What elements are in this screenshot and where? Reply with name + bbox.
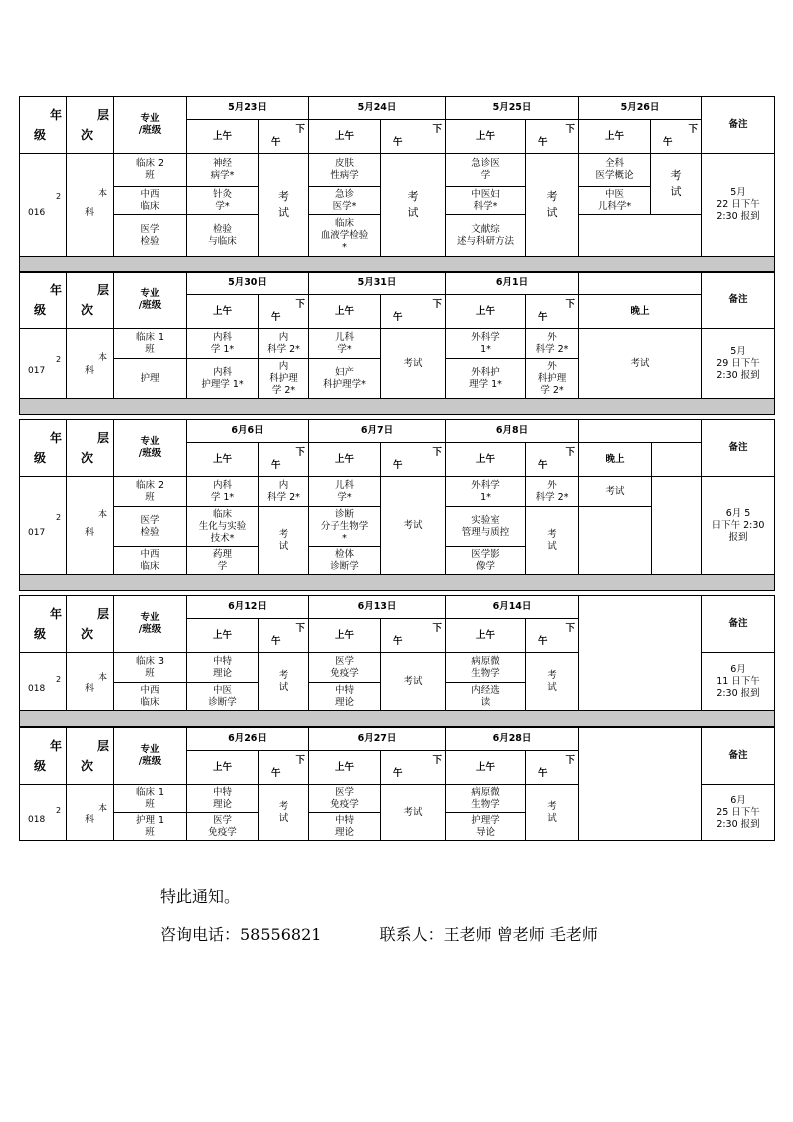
grade-header: 年 级 (20, 272, 67, 329)
remarks-cell: 6月 5 日下午 2:30 报到 (702, 477, 775, 575)
course-cell: 药理 学 (187, 547, 259, 575)
course-cell: 内科 学 1* (187, 477, 259, 507)
empty-cell (579, 596, 702, 711)
grade-cell: 2 017 (20, 477, 67, 575)
remarks-header: 备注 (702, 97, 775, 154)
level-cell: 本 科 (67, 785, 114, 841)
grade-header: 年 级 (20, 728, 67, 785)
empty-cell (579, 420, 702, 443)
exam-cell: 考 试 (526, 154, 579, 257)
course-cell: 诊断 分子生物学 * (309, 507, 381, 547)
level-header: 层 次 (67, 97, 114, 154)
exam-cell: 考试 (381, 653, 446, 711)
separator-row (20, 711, 775, 727)
course-cell: 临床 生化与实验 技术* (187, 507, 259, 547)
course-cell: 中医 诊断学 (187, 683, 259, 711)
am-header: 上午 (309, 443, 381, 477)
date-header: 6月26日 (187, 728, 309, 751)
exam-cell: 考试 (579, 329, 702, 399)
course-cell: 儿科 学* (309, 329, 381, 359)
course-cell: 急诊医 学 (446, 154, 526, 187)
course-cell: 医学 免疫学 (309, 653, 381, 683)
level-cell: 本 科 (67, 653, 114, 711)
course-cell: 医学影 像学 (446, 547, 526, 575)
course-cell: 儿科 学* (309, 477, 381, 507)
am-header: 上午 (187, 120, 259, 154)
date-header: 5月26日 (579, 97, 702, 120)
pm-header: 下 午 (259, 751, 309, 785)
course-cell: 医学 免疫学 (309, 785, 381, 813)
course-cell: 针灸 学* (187, 187, 259, 215)
course-cell: 中特 理论 (187, 785, 259, 813)
pm-header: 下 午 (526, 295, 579, 329)
course-cell: 外 科学 2* (526, 477, 579, 507)
course-cell: 外 科学 2* (526, 329, 579, 359)
course-cell: 病原微 生物学 (446, 653, 526, 683)
pm-header: 下 午 (259, 295, 309, 329)
course-cell: 临床 血液学检验 * (309, 215, 381, 257)
date-header: 6月13日 (309, 596, 446, 619)
course-cell: 医学 免疫学 (187, 813, 259, 841)
major-header: 专业 /班级 (114, 420, 187, 477)
exam-cell: 考 试 (651, 154, 702, 215)
major-cell: 医学 检验 (114, 507, 187, 547)
exam-cell: 考 试 (526, 507, 579, 575)
major-cell: 中西 临床 (114, 187, 187, 215)
level-cell: 本 科 (67, 477, 114, 575)
contact-line (160, 922, 598, 945)
course-cell: 中医妇 科学* (446, 187, 526, 215)
empty-cell (579, 272, 702, 295)
schedule-block-1 (19, 96, 775, 273)
course-cell: 内 科护理 学 2* (259, 359, 309, 399)
course-cell: 外科学 1* (446, 329, 526, 359)
am-header: 上午 (187, 751, 259, 785)
grade-cell: 2 017 (20, 329, 67, 399)
remarks-cell: 5月 29 日下午 2:30 报到 (702, 329, 775, 399)
remarks-header: 备注 (702, 728, 775, 785)
major-cell: 临床 2 班 (114, 477, 187, 507)
pm-header: 下 午 (526, 120, 579, 154)
level-header: 层 次 (67, 420, 114, 477)
remarks-header: 备注 (702, 420, 775, 477)
pm-header: 下 午 (381, 751, 446, 785)
level-header: 层 次 (67, 728, 114, 785)
grade-header: 年 级 (20, 420, 67, 477)
major-header: 专业 /班级 (114, 272, 187, 329)
empty-cell (579, 728, 702, 841)
course-cell: 外科护 理学 1* (446, 359, 526, 399)
grade-header: 年 级 (20, 596, 67, 653)
date-header: 6月14日 (446, 596, 579, 619)
exam-cell: 考 试 (259, 653, 309, 711)
course-cell: 病原微 生物学 (446, 785, 526, 813)
grade-cell: 2 016 (20, 154, 67, 257)
evening-header: 晚上 (579, 295, 702, 329)
level-header: 层 次 (67, 272, 114, 329)
empty-cell (652, 477, 702, 575)
remarks-header: 备注 (702, 272, 775, 329)
am-header: 上午 (309, 751, 381, 785)
pm-header: 下 午 (259, 443, 309, 477)
pm-header: 下 午 (259, 120, 309, 154)
pm-header: 下 午 (526, 751, 579, 785)
separator-row (20, 575, 775, 591)
am-header: 上午 (309, 120, 381, 154)
remarks-cell: 6月 11 日下午 2:30 报到 (702, 653, 775, 711)
grade-cell: 2 018 (20, 785, 67, 841)
course-cell: 全科 医学概论 (579, 154, 651, 187)
exam-cell: 考 试 (526, 785, 579, 841)
empty-cell (579, 507, 652, 575)
exam-cell: 考试 (381, 477, 446, 575)
major-header: 专业 /班级 (114, 596, 187, 653)
pm-header: 下 午 (651, 120, 702, 154)
major-cell: 临床 2 班 (114, 154, 187, 187)
schedule-block-4 (19, 595, 775, 727)
date-header: 6月12日 (187, 596, 309, 619)
level-cell: 本 科 (67, 154, 114, 257)
am-header: 上午 (309, 619, 381, 653)
pm-header: 下 午 (381, 295, 446, 329)
course-cell: 实验室 管理与质控 (446, 507, 526, 547)
evening-header: 晚上 (579, 443, 652, 477)
course-cell: 中特 理论 (309, 683, 381, 711)
pm-header: 下 午 (381, 619, 446, 653)
remarks-cell: 5月 22 日下午 2:30 报到 (702, 154, 775, 257)
course-cell: 中特 理论 (309, 813, 381, 841)
remarks-cell: 6月 25 日下午 2:30 报到 (702, 785, 775, 841)
major-cell: 中西 临床 (114, 683, 187, 711)
course-cell: 妇产 科护理学* (309, 359, 381, 399)
date-header: 6月8日 (446, 420, 579, 443)
major-cell: 临床 1 班 (114, 329, 187, 359)
course-cell: 内经选 读 (446, 683, 526, 711)
pm-header: 下 午 (381, 443, 446, 477)
major-cell: 临床 1 班 (114, 785, 187, 813)
course-cell: 护理学 导论 (446, 813, 526, 841)
exam-cell: 考 试 (259, 507, 309, 575)
exam-cell: 考试 (381, 785, 446, 841)
am-header: 上午 (446, 120, 526, 154)
course-cell: 外科学 1* (446, 477, 526, 507)
exam-cell: 考试 (579, 477, 652, 507)
am-header: 上午 (446, 295, 526, 329)
pm-header: 下 午 (381, 120, 446, 154)
date-header: 5月31日 (309, 272, 446, 295)
date-header: 6月1日 (446, 272, 579, 295)
exam-cell: 考试 (381, 329, 446, 399)
major-cell: 医学 检验 (114, 215, 187, 257)
major-header: 专业 /班级 (114, 728, 187, 785)
course-cell: 神经 病学* (187, 154, 259, 187)
course-cell: 文献综 述与科研方法 (446, 215, 526, 257)
contact-label: 联系人：王老师 曾老师 毛老师 (379, 925, 598, 944)
exam-cell: 考 试 (526, 653, 579, 711)
schedule-block-3 (19, 419, 775, 591)
course-cell: 中医 儿科学* (579, 187, 651, 215)
major-cell: 中西 临床 (114, 547, 187, 575)
date-header: 5月24日 (309, 97, 446, 120)
course-cell: 检验 与临床 (187, 215, 259, 257)
grade-header: 年 级 (20, 97, 67, 154)
date-header: 6月6日 (187, 420, 309, 443)
am-header: 上午 (187, 443, 259, 477)
course-cell: 检体 诊断学 (309, 547, 381, 575)
am-header: 上午 (187, 619, 259, 653)
course-cell: 内 科学 2* (259, 477, 309, 507)
separator-row (20, 399, 775, 415)
major-header: 专业 /班级 (114, 97, 187, 154)
pm-header: 下 午 (526, 443, 579, 477)
course-cell: 急诊 医学* (309, 187, 381, 215)
exam-cell: 考 试 (259, 785, 309, 841)
date-header: 5月25日 (446, 97, 579, 120)
exam-cell: 考 试 (259, 154, 309, 257)
schedule-block-2 (19, 271, 775, 415)
major-cell: 护理 1 班 (114, 813, 187, 841)
remarks-header: 备注 (702, 596, 775, 653)
empty-cell (579, 215, 702, 257)
phone-label: 咨询电话：58556821 (160, 925, 322, 944)
am-header: 上午 (579, 120, 651, 154)
major-cell: 护理 (114, 359, 187, 399)
date-header: 6月7日 (309, 420, 446, 443)
course-cell: 外 科护理 学 2* (526, 359, 579, 399)
grade-cell: 2 018 (20, 653, 67, 711)
pm-header: 下 午 (526, 619, 579, 653)
date-header: 5月30日 (187, 272, 309, 295)
empty-cell (652, 443, 702, 477)
am-header: 上午 (309, 295, 381, 329)
level-cell: 本 科 (67, 329, 114, 399)
course-cell: 皮肤 性病学 (309, 154, 381, 187)
notice-text: 特此通知。 (160, 887, 241, 906)
am-header: 上午 (187, 295, 259, 329)
major-cell: 临床 3 班 (114, 653, 187, 683)
date-header: 6月28日 (446, 728, 579, 751)
am-header: 上午 (446, 751, 526, 785)
course-cell: 内 科学 2* (259, 329, 309, 359)
am-header: 上午 (446, 443, 526, 477)
course-cell: 中特 理论 (187, 653, 259, 683)
date-header: 6月27日 (309, 728, 446, 751)
date-header: 5月23日 (187, 97, 309, 120)
pm-header: 下 午 (259, 619, 309, 653)
course-cell: 内科 学 1* (187, 329, 259, 359)
am-header: 上午 (446, 619, 526, 653)
level-header: 层 次 (67, 596, 114, 653)
schedule-block-5 (19, 727, 775, 841)
course-cell: 内科 护理学 1* (187, 359, 259, 399)
exam-cell: 考 试 (381, 154, 446, 257)
